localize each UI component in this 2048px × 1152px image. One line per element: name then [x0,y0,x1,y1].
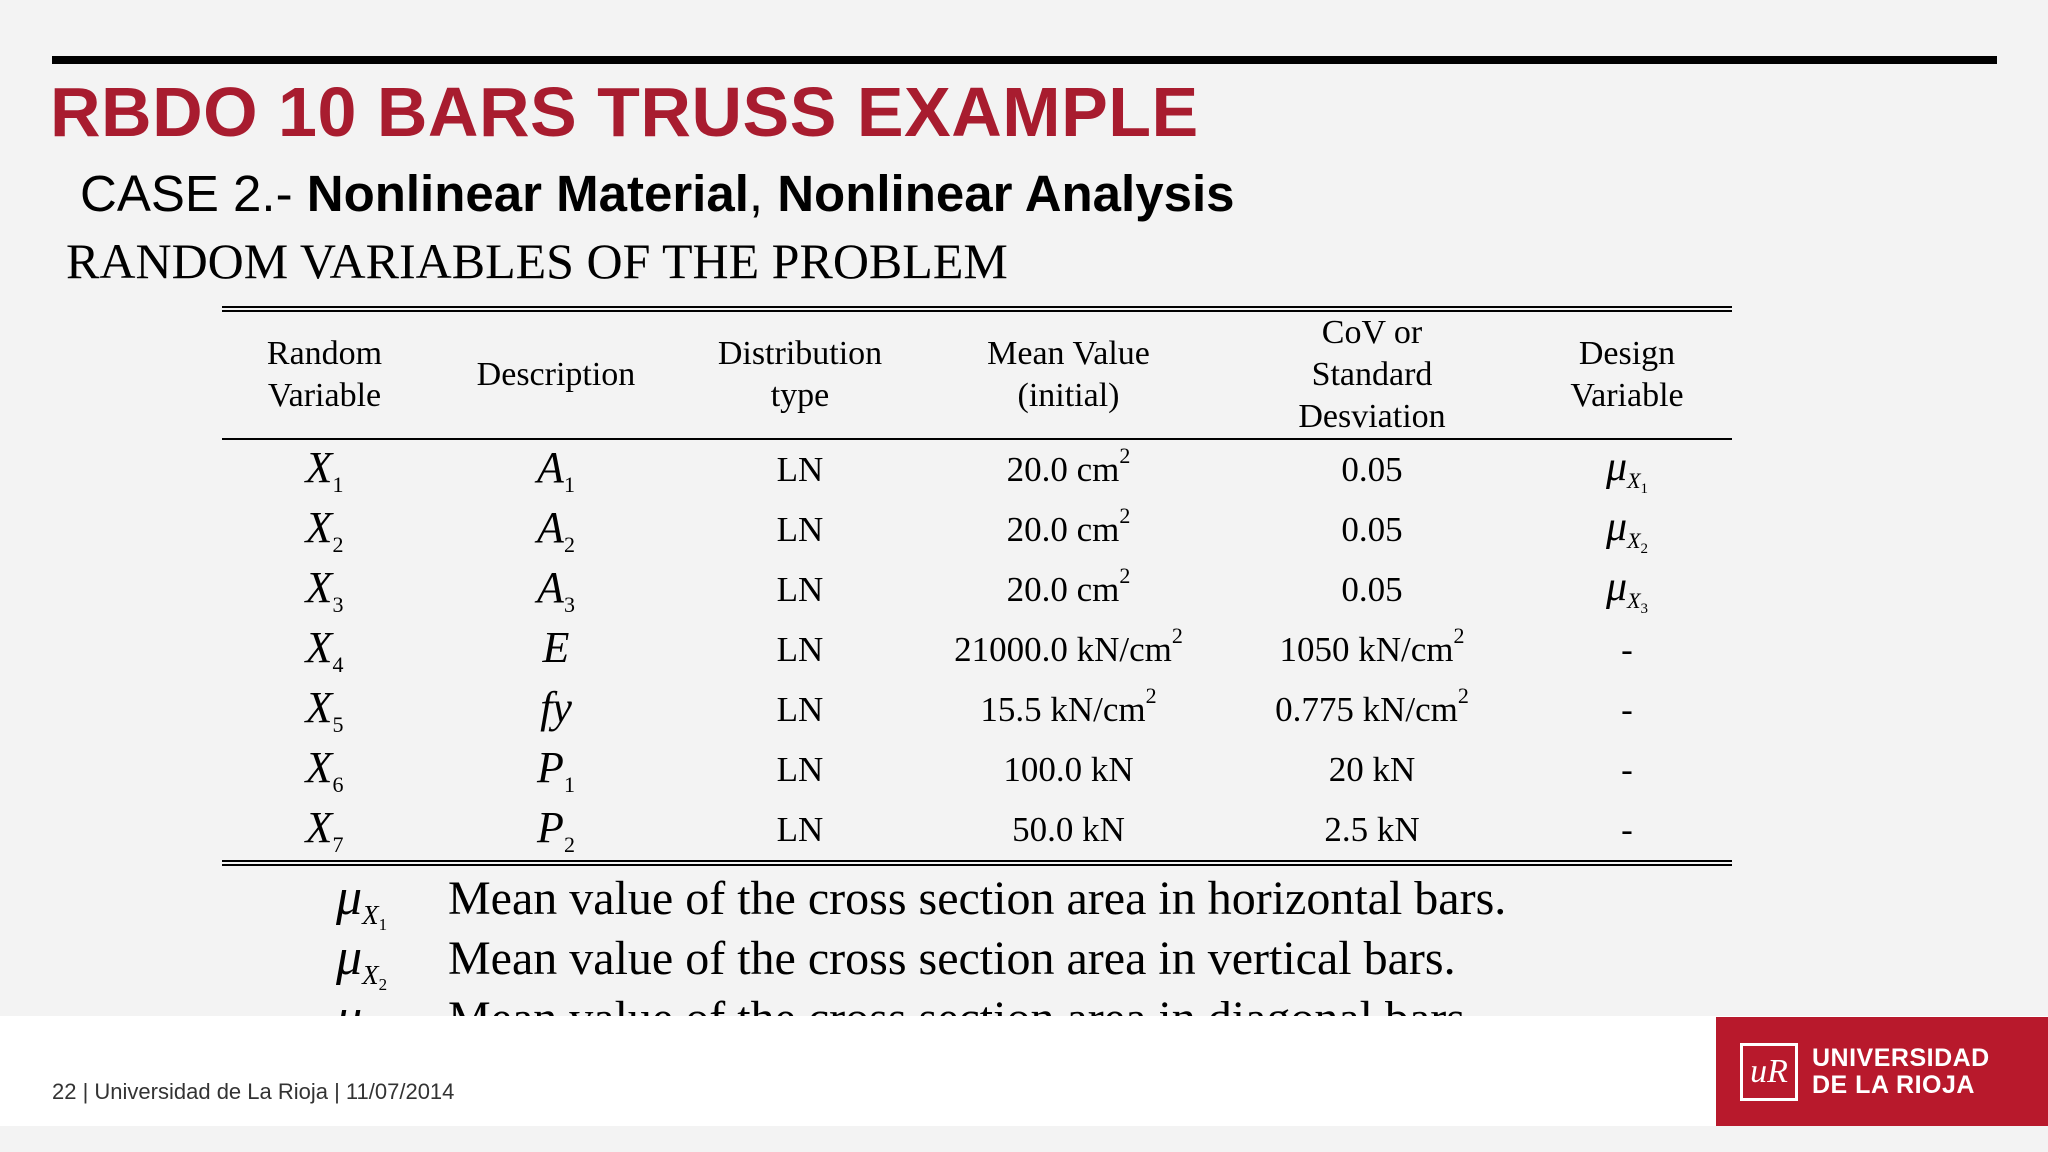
table-row [222,560,1732,620]
cell-distribution: LN [776,450,824,489]
case-sep: , [748,165,778,222]
university-logo [1716,1017,2048,1126]
mu-symbol: $\mu_{X_2}$ [336,929,388,994]
cell-variable: $X_5$ [305,683,344,737]
cell-variable: $X_6$ [305,743,344,797]
case-prefix: CASE 2.- [80,165,307,222]
cell-cov: 0.05 [1341,570,1403,609]
cell-description: $A_1$ [537,443,575,497]
header-random-variable: Random Variable [266,335,383,414]
table-row [222,440,1732,500]
cell-cov: 0.05 [1341,510,1403,549]
cell-mean: 15.5 $kN/cm^2$ [980,683,1157,729]
cell-design-variable: $\mu_{X_3}$ [1605,563,1649,617]
cell-distribution: LN [776,690,824,729]
cell-mean: 21000.0 $kN/cm^2$ [954,623,1183,669]
cell-design-variable: - [1621,750,1633,789]
header-design-variable: Design Variable [1570,335,1684,414]
cell-design-variable: $\mu_{X_2}$ [1605,503,1649,557]
footer-text: 22 | Universidad de La Rioja | 11/07/2014 [52,1079,455,1104]
table [222,312,1732,860]
case-part2: Nonlinear Analysis [777,165,1235,222]
cell-description: $A_3$ [537,563,575,617]
cell-description: fy [540,683,572,732]
table-header-row [222,312,1732,438]
header-cov: CoV or Standard Desviation [1298,314,1446,435]
cell-distribution: LN [776,510,824,549]
cell-mean: 100.0 kN [1003,750,1134,789]
cell-variable: $X_3$ [305,563,344,617]
cell-mean: 20.0 $cm^2$ [1006,443,1131,489]
table-row [222,680,1732,740]
cell-description: E [542,623,570,672]
cell-variable: $X_4$ [305,623,344,677]
cell-design-variable: - [1621,690,1633,729]
cell-description: $A_2$ [537,503,575,557]
cell-variable: $X_2$ [305,503,344,557]
cell-cov: 2.5 kN [1324,810,1420,849]
slide-title: RBDO 10 BARS TRUSS EXAMPLE [50,73,1199,151]
top-rule [52,56,1997,64]
header-distribution-type: Distribution type [717,335,883,414]
random-variables-table [222,306,1732,866]
cell-variable: $X_7$ [305,803,344,857]
table-row [222,740,1732,800]
case-subtitle [80,164,1234,223]
cell-cov: 20 kN [1328,750,1416,789]
cell-mean: 50.0 kN [1012,810,1125,849]
table-row [222,500,1732,560]
cell-mean: 20.0 $cm^2$ [1006,563,1131,609]
cell-cov: 0.05 [1341,450,1403,489]
cell-description: $P_1$ [537,743,575,797]
section-heading: RANDOM VARIABLES OF THE PROBLEM [66,233,1008,289]
table-row [222,800,1732,860]
logo-text [1812,1045,1990,1099]
cell-distribution: LN [776,630,824,669]
cell-distribution: LN [776,570,824,609]
footnote-text: Mean value of the cross section area in horizontal bars. [448,872,1507,925]
cell-design-variable: - [1621,810,1633,849]
cell-distribution: LN [776,810,824,849]
header-description: Description [476,356,636,393]
cell-cov: 1050 $kN/cm^2$ [1279,623,1465,669]
header-mean-value: Mean Value (initial) [987,335,1150,414]
logo-line2: DE LA RIOJA [1812,1070,1975,1099]
cell-cov: 0.775 $kN/cm^2$ [1275,683,1469,729]
table-row [222,620,1732,680]
logo-line1: UNIVERSIDAD [1812,1043,1990,1072]
case-part1: Nonlinear Material [306,165,749,222]
cell-design-variable: $\mu_{X_1}$ [1605,443,1649,497]
table-bottom-rule [222,860,1732,866]
footnote-item [336,868,1507,934]
footnote-text: Mean value of the cross section area in vertical bars. [448,932,1456,985]
cell-distribution: LN [776,750,824,789]
cell-mean: 20.0 $cm^2$ [1006,503,1131,549]
logo-mark-icon: uR [1740,1043,1798,1101]
footnote-item [336,928,1506,994]
cell-description: $P_2$ [537,803,575,857]
cell-design-variable: - [1621,630,1633,669]
cell-variable: $X_1$ [305,443,344,497]
mu-symbol: $\mu_{X_1}$ [336,869,388,934]
